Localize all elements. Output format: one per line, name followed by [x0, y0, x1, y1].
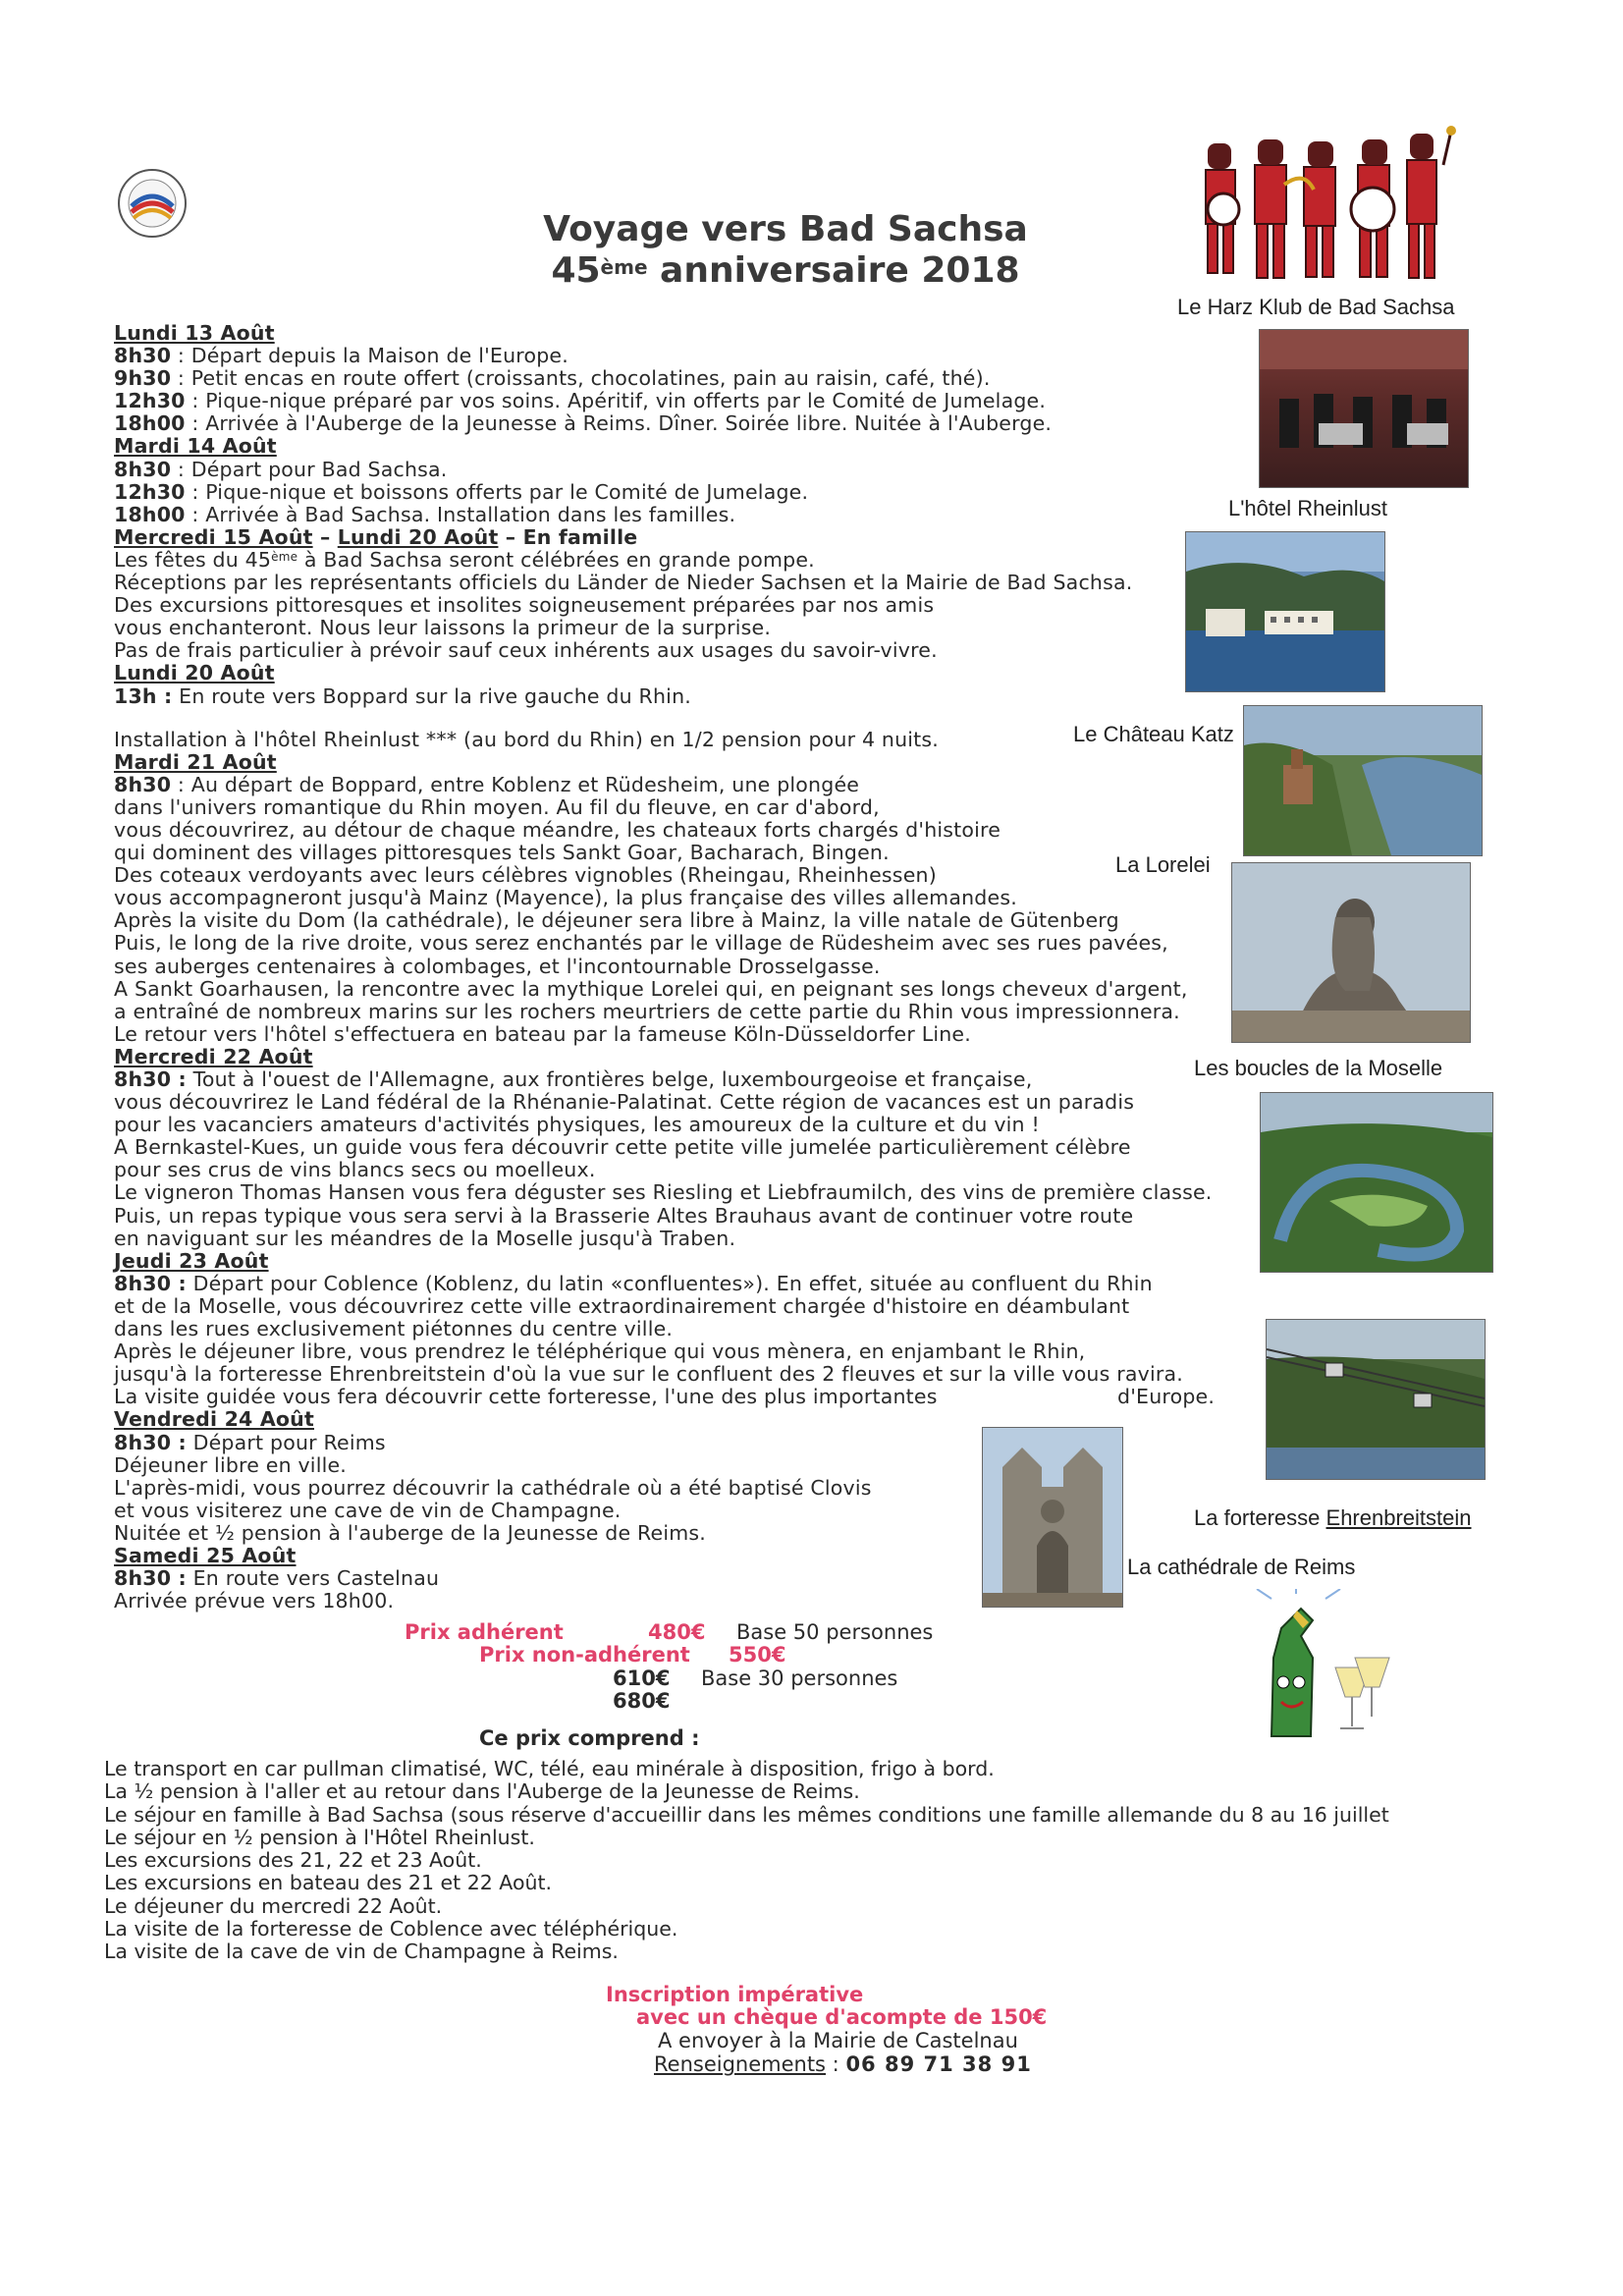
caption-chateau-katz: Le Château Katz — [1073, 722, 1234, 746]
program-line: 8h30 : Départ depuis la Maison de l'Europe. — [114, 344, 568, 368]
program-line: 18h00 : Arrivée à Bad Sachsa. Installation dans les familles. — [114, 502, 736, 526]
program-day-heading: Mercredi 15 Août – Lundi 20 Août – En famille — [114, 524, 638, 549]
caption-hotel-rheinlust: L'hôtel Rheinlust — [1228, 496, 1387, 520]
program-line: vous découvrirez, au détour de chaque méandre, les chateaux forts chargés d'histoire — [114, 817, 1001, 842]
includes-item: Les excursions des 21, 22 et 23 Août. — [104, 1848, 482, 1873]
program-line: Arrivée prévue vers 18h00. — [114, 1589, 395, 1613]
program-line: Puis, le long de la rive droite, vous serez enchantés par le village de Rüdesheim avec ses rues pavées, — [114, 931, 1168, 956]
program-line: 9h30 : Petit encas en route offert (croissants, chocolatines, pain au raisin, café, thé). — [114, 366, 991, 391]
includes-list — [104, 1758, 1389, 1964]
program-line: qui dominent des villages pittoresques tels Sankt Goar, Bacharach, Bingen. — [114, 841, 890, 865]
title-line-1: Voyage vers Bad Sachsa — [543, 209, 1028, 249]
footer-envoyer: A envoyer à la Mairie de Castelnau — [658, 2029, 1018, 2052]
program-line: vous accompagneront jusqu'à Mainz (Mayence), la plus française des villes allemandes. — [114, 886, 1017, 910]
includes-item: Le séjour en famille à Bad Sachsa (sous réserve d'accueillir dans les mêmes conditions une famille allemande du 8 au 16 juillet — [104, 1802, 1389, 1827]
includes-item: La visite de la forteresse de Coblence avec téléphérique. — [104, 1917, 678, 1941]
program-line: pour ses crus de vins blancs secs ou moelleux. — [114, 1158, 596, 1182]
caption-harz-klub: Le Harz Klub de Bad Sachsa — [1177, 295, 1455, 319]
price-adherent-value: 480€ — [648, 1620, 706, 1644]
program-line: Réceptions par les représentants officiels du Länder de Nieder Sachsen et la Mairie de Bad Sachsa. — [114, 571, 1133, 595]
program-line: Puis, un repas typique vous sera servi à la Brasserie Altes Brauhaus avant de continuer votre route — [114, 1203, 1134, 1228]
price-non-adherent-value: 550€ — [729, 1643, 786, 1667]
program-line: Après la visite du Dom (la cathédrale), le déjeuner sera libre à Mainz, la ville natale de Gütenberg — [114, 908, 1119, 933]
program-line: 12h30 : Pique-nique préparé par vos soins. Apéritif, vin offerts par le Comité de Jumelage. — [114, 389, 1047, 413]
program-day-heading: Jeudi 23 Août — [114, 1248, 269, 1273]
price-adherent-label: Prix adhérent — [405, 1620, 564, 1644]
program-day-heading: Mardi 21 Août — [114, 749, 277, 774]
program-line: en naviguant sur les méandres de la Moselle jusqu'à Traben. — [114, 1226, 736, 1250]
program-line: Des coteaux verdoyants avec leurs célèbres vignobles (Rheingau, Rheinhessen) — [114, 863, 937, 888]
band-illustration — [1186, 126, 1461, 288]
program-line: 12h30 : Pique-nique et boissons offerts par le Comité de Jumelage. — [114, 479, 809, 504]
program-gap — [114, 708, 1322, 729]
includes-item: La ½ pension à l'aller et au retour dans l'Auberge de la Jeunesse de Reims. — [104, 1779, 860, 1804]
program-line: jusqu'à la forteresse Ehrenbreitstein d'où la vue sur le confluent des 2 fleuves et sur la ville vous ravira. — [114, 1362, 1183, 1387]
program-line: L'après-midi, vous pourrez découvrir la cathédrale où a été baptisé Clovis — [114, 1475, 872, 1500]
price-non-adherent-label: Prix non-adhérent — [479, 1643, 690, 1667]
program-line: 18h00 : Arrivée à l'Auberge de la Jeunesse à Reims. Dîner. Soirée libre. Nuitée à l'Auberge. — [114, 411, 1053, 436]
price-680: 680€ — [613, 1689, 671, 1713]
program-day-heading: Samedi 25 Août — [114, 1543, 297, 1567]
program-line: Le retour vers l'hôtel s'effectuera en bateau par la fameuse Köln-Düsseldorfer Line. — [114, 1021, 971, 1046]
price-base-50: Base 50 personnes — [736, 1620, 934, 1644]
program-line: et de la Moselle, vous découvrirez cette ville extraordinairement chargée d'histoire en déambulant — [114, 1293, 1130, 1318]
program-line: A Bernkastel-Kues, un guide vous fera découvrir cette petite ville jumelée particulièrement célèbre — [114, 1135, 1131, 1160]
program-day-heading: Mardi 14 Août — [114, 434, 277, 459]
program-line: Nuitée et ½ pension à l'auberge de la Jeunesse de Reims. — [114, 1520, 706, 1545]
program-line: pour les vacanciers amateurs d'activités physiques, les amoureux de la culture et du vin ! — [114, 1113, 1040, 1137]
caption-moselle: Les boucles de la Moselle — [1194, 1056, 1443, 1080]
program-line: vous découvrirez le Land fédéral de la Rhénanie-Palatinat. Cette région de vacances est un paradis — [114, 1090, 1135, 1115]
renseignements-label: Renseignements — [654, 2052, 826, 2076]
program-line: 8h30 : Tout à l'ouest de l'Allemagne, aux frontières belge, luxembourgeoise et française, — [114, 1067, 1033, 1091]
program-day-heading: Mercredi 22 Août — [114, 1044, 313, 1068]
program-line: A Sankt Goarhausen, la rencontre avec la mythique Lorelei qui, en peignant ses longs cheveux d'argent, — [114, 976, 1188, 1001]
caption-lorelei: La Lorelei — [1115, 852, 1211, 877]
program-line: 8h30 : Départ pour Coblence (Koblenz, du latin «confluentes»). En effet, située au confluent du Rhin — [114, 1271, 1153, 1295]
includes-item: Les excursions en bateau des 21 et 22 Août. — [104, 1871, 553, 1895]
club-logo — [116, 167, 189, 240]
program-line: dans les rues exclusivement piétonnes du centre ville. — [114, 1317, 674, 1341]
program-day-heading: Lundi 20 Août — [114, 661, 275, 685]
footer-inscription: Inscription impérative — [606, 1983, 864, 2006]
program-line: Installation à l'hôtel Rheinlust *** (au bord du Rhin) en 1/2 pension pour 4 nuits. — [114, 727, 940, 751]
includes-title: Ce prix comprend : — [479, 1726, 700, 1750]
program-line: vous enchanteront. Nous leur laissons la primeur de la surprise. — [114, 616, 772, 640]
program-line: Après le déjeuner libre, vous prendrez le téléphérique qui vous mènera, en enjambant le Rhin, — [114, 1339, 1086, 1364]
program-line: 8h30 : Départ pour Reims — [114, 1430, 386, 1454]
program-line: 8h30 : Départ pour Bad Sachsa. — [114, 457, 448, 481]
includes-item: Le transport en car pullman climatisé, WC, télé, eau minérale à disposition, frigo à bord. — [104, 1757, 995, 1780]
price-base-30: Base 30 personnes — [701, 1667, 898, 1690]
program-line: et vous visiterez une cave de vin de Champagne. — [114, 1498, 622, 1522]
program-line: 8h30 : Au départ de Boppard, entre Koblenz et Rüdesheim, une plongée — [114, 772, 860, 796]
program-line: La visite guidée vous fera découvrir cette forteresse, l'une des plus importantes d'Europe. — [114, 1385, 1216, 1409]
program-line: 13h : En route vers Boppard sur la rive gauche du Rhin. — [114, 683, 691, 708]
page-title — [461, 209, 1109, 292]
price-610: 610€ — [613, 1667, 671, 1690]
program-line: 8h30 : En route vers Castelnau — [114, 1566, 440, 1591]
phone-number: 06 89 71 38 91 — [845, 2052, 1032, 2076]
program-day-heading: Vendredi 24 Août — [114, 1407, 314, 1432]
program-line: ses auberges centenaires à colombages, et l'incontournable Drosselgasse. — [114, 954, 881, 978]
footer-acompte: avec un chèque d'acompte de 150€ — [636, 2005, 1048, 2029]
caption-cathedrale-reims: La cathédrale de Reims — [1127, 1555, 1356, 1579]
program-line: Les fêtes du 45ème à Bad Sachsa seront célébrées en grande pompe. — [114, 547, 815, 572]
program-day-heading: Lundi 13 Août — [114, 321, 275, 345]
program-line: Le vigneron Thomas Hansen vous fera déguster ses Riesling et Liebfraumilch, des vins de première classe. — [114, 1180, 1213, 1205]
program-line: Pas de frais particulier à prévoir sauf ceux inhérents aux usages du savoir-vivre. — [114, 638, 938, 663]
caption-ehrenbreitstein: La forteresse Ehrenbreitstein — [1194, 1505, 1472, 1530]
program-line: Déjeuner libre en ville. — [114, 1452, 348, 1477]
includes-item: La visite de la cave de vin de Champagne à Reims. — [104, 1940, 619, 1964]
includes-item: Le déjeuner du mercredi 22 Août. — [104, 1893, 443, 1918]
program-line: a entraîné de nombreux marins sur les rochers meurtriers de cette partie du Rhin vous impressionnera. — [114, 999, 1180, 1023]
footer-renseignements: Renseignements : 06 89 71 38 91 — [654, 2052, 1032, 2076]
program-line: Des excursions pittoresques et insolites soigneusement préparées par nos amis — [114, 593, 935, 618]
includes-item: Le séjour en ½ pension à l'Hôtel Rheinlust. — [104, 1825, 535, 1849]
program-line: dans l'univers romantique du Rhin moyen. Au fil du fleuve, en car d'abord, — [114, 794, 880, 819]
title-line-2: 45ème anniversaire 2018 — [551, 250, 1020, 291]
program — [114, 322, 1322, 1613]
